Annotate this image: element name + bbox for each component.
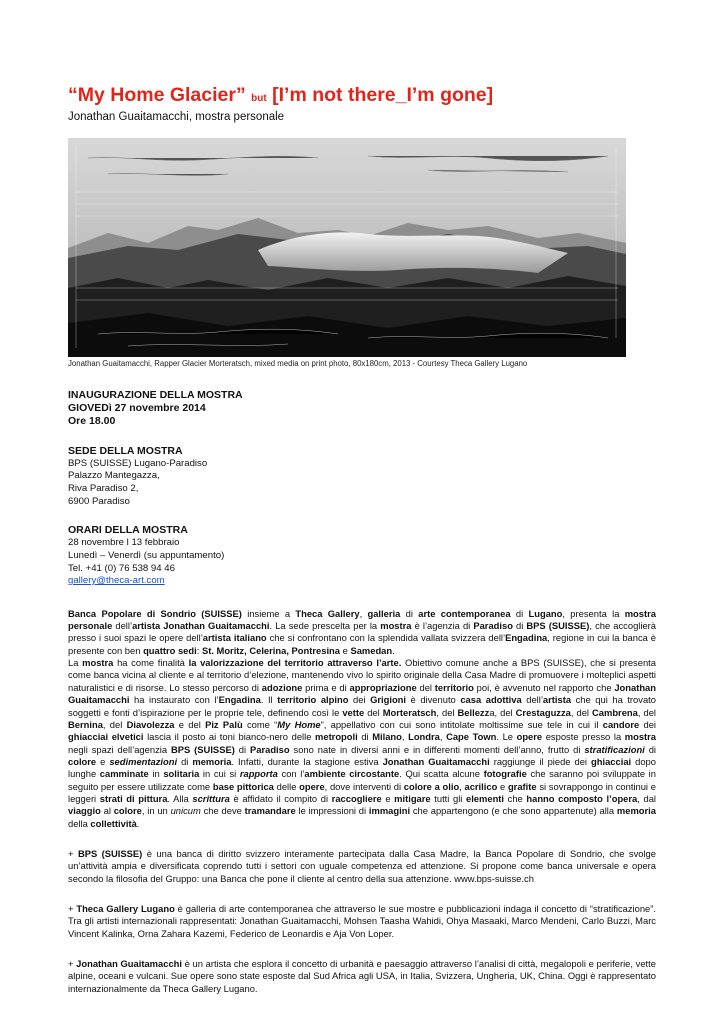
venue-heading: SEDE DELLA MOSTRA (68, 444, 183, 457)
exhibition-title (68, 84, 656, 110)
theca-gallery-info-paragraph: + Theca Gallery Lugano è galleria di arte contemporanea che attraverso le sue mostre e pubblicazioni indaga il concetto di “stratificazione”. Tra gli artisti internazionali rappresentati: Jonathan Guaitamacchi, Mohsen Taasha Wahidi, Ohya Masaaki, Marco Mendeni, Carlo Buzzi, Marc Vincent Kalinka, Orna Zahara Kazemi, Federico de Leonardis e Aja Von Loper. (68, 902, 656, 939)
venue-line: Riva Paradiso 2, (68, 483, 139, 494)
bps-info-paragraph: + BPS (SUISSE) è una banca di diritto svizzero interamente partecipata dalla Casa Madre, la Banca Popolare di Sondrio, che svolge un’attività ampia e diversificata coprendo tutti i settori con uguale competenza ed attenzione. Si propone come banca universale e opera secondo la filosofia del Gruppo: una Banca che pone il cliente al centro della sua attenzione. www.bps-suisse.ch (68, 847, 656, 884)
venue-section (68, 445, 656, 509)
intro-paragraph-block (68, 608, 656, 830)
inauguration-heading: INAUGURAZIONE DELLA MOSTRA (68, 389, 243, 401)
title-but: but (251, 93, 267, 104)
intro-paragraph: Banca Popolare di Sondrio (SUISSE) insieme a Theca Gallery, galleria di arte contemporanea di Lugano, presenta la mostra personale dell’artista Jonathan Guaitamacchi. La sede prescelta per la mostra è l’agenzia di Paradiso di BPS (SUISSE), che accoglierà presso i suoi spazi le opere dell’artista italiano che si confrontano con la splendida vallata svizzera dell’Engadina, regione in cui la banca è presente con ben quattro sedi: St. Moritz, Celerina, Pontresina e Samedan. (68, 607, 656, 656)
title-part-b: [I’m not there_I’m gone] (272, 84, 494, 106)
exhibition-subtitle: Jonathan Guaitamacchi, mostra personale (68, 111, 285, 123)
artist-info-paragraph: + Jonathan Guaitamacchi è un artista che esplora il concetto di urbanità e paesaggio attraverso l’analisi di città, megalopoli e periferie, vette alpine, oceani e vulcani. Sue opere sono state esposte dal Sud Africa agli USA, in Italia, Svizzera, Ungheria, UK, China. Oggi è rappresentato internazionalmente da Theca Gallery Lugano. (68, 958, 656, 994)
hours-heading: ORARI DELLA MOSTRA (68, 524, 188, 537)
artwork-caption: Jonathan Guaitamacchi, Rapper Glacier Morteratsch, mixed media on print photo, 80x180cm, 2013 - Courtesy Theca Gallery Lugano (68, 359, 528, 368)
venue-line: BPS (SUISSE) Lugano-Paradiso (68, 457, 208, 469)
venue-line: 6900 Paradiso (68, 495, 130, 507)
exhibition-description-paragraph: La mostra ha come finalità la valorizzazione del territorio attraverso l’arte. Obiettivo comune anche a BPS (SUISSE), che si presenta come banca vicina al cliente e al territorio d’elezione, mantenendo vivo lo spirito originale della Casa Madre di promuovere i molteplici aspetti naturalistici e di risorse. Lo stesso percorso di adozione prima e di appropriazione del territorio poi, è avvenuto nel rapporto che Jonathan Guaitamacchi ha instaurato con l’Engadina. Il territorio alpino dei Grigioni è divenuto casa adottiva dell’artista che qui ha trovato soggetti e fonti d’ispirazione per le proprie tele, definendo così le vette del Morteratsch, del Bellezza, del Crestaguzza, del Cambrena, del Bernina, del Diavolezza e del Piz Palù come “My Home”, appellativo con cui sono intitolate moltissime sue tele in cui il candore dei ghiacciai elvetici lascia il posto ai toni bianco-nero delle metropoli di Milano, Londra, Cape Town. Le opere esposte presso la mostra negli spazi dell’agenzia BPS (SUISSE) di Paradiso sono nate in diversi anni e in differenti momenti dell’anno, frutto di stratificazioni di colore e sedimentazioni di memoria. Infatti, durante la stagione estiva Jonathan Guaitamacchi raggiunge il piede dei ghiacciai dopo lunghe camminate in solitaria in cui si rapporta con l’ambiente circostante. Qui scatta alcune fotografie che saranno poi sviluppate in seguito per essere utilizzate come base pittorica delle opere, dove interventi di colore a olio, acrilico e grafite si sovrappongo in continui e leggeri strati di pittura. Alla scrittura è affidato il compito di raccogliere e mitigare tutti gli elementi che hanno composto l’opera, dal viaggio al colore, in un unicum che deve tramandare le impressioni di immagini che appartengono (e che sono appartenute) alla memoria della collettività. (68, 657, 657, 829)
inauguration-section (68, 389, 656, 429)
hours-section (68, 524, 656, 588)
hours-line: 28 novembre l 13 febbraio (68, 537, 180, 549)
inauguration-time: Ore 18.00 (68, 415, 116, 428)
glacier-artwork-illustration (68, 138, 626, 357)
title-part-a: “My Home Glacier” (68, 84, 246, 106)
artwork-image (68, 138, 626, 357)
phone-number: Tel. +41 (0) 76 538 94 46 (68, 562, 175, 574)
inauguration-date: GIOVEDì 27 novembre 2014 (68, 402, 206, 415)
venue-line: Palazzo Mantegazza, (68, 470, 160, 482)
press-release (68, 84, 656, 995)
hours-line: Lunedì – Venerdì (su appuntamento) (68, 549, 225, 561)
gallery-email-link[interactable]: gallery@theca-art.com (68, 575, 165, 587)
